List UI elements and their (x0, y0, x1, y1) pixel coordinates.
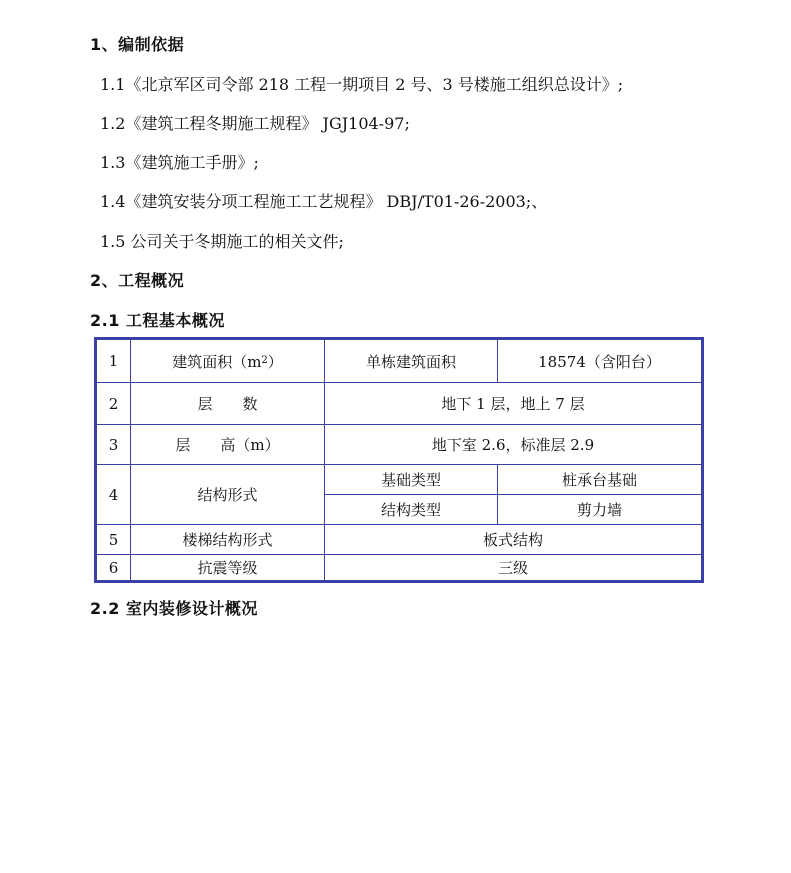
row-6-value: 三级 (497, 559, 528, 577)
basis-item-4: 1.4《建筑安装分项工程施工工艺规程》 DBJ/T01-26-2003;、 (100, 192, 548, 211)
row-3-label: 层 高（m） (175, 436, 280, 454)
row-5-value: 板式结构 (482, 531, 543, 549)
row-4-value-structure: 剪力墙 (576, 501, 622, 519)
row-1-label: 建筑面积（m 2 ） (172, 352, 283, 371)
row-1-value: 18574（含阳台） (538, 352, 661, 371)
row-1-label-tail: ） (267, 352, 283, 371)
section-1-heading: 1、编制依据 (90, 35, 185, 54)
project-overview-table (94, 337, 704, 583)
row-6-label: 抗震等级 (197, 559, 258, 577)
section-2-2-heading: 2.2 室内装修设计概况 (90, 599, 258, 618)
row-1-number: 1 (108, 352, 119, 370)
row-2-label: 层 数 (197, 395, 258, 413)
row-2-number: 2 (108, 394, 119, 413)
basis-item-1: 1.1《北京军区司令部 218 工程一期项目 2 号、3 号楼施工组织总设计》; (100, 75, 624, 94)
section-2-heading: 2、工程概况 (90, 271, 185, 290)
row-3-value: 地下室 2.6，标准层 2.9 (431, 436, 595, 454)
basis-item-3: 1.3《建筑施工手册》; (100, 153, 259, 172)
row-3-number: 3 (108, 435, 119, 454)
row-1-sublabel: 单栋建筑面积 (365, 352, 456, 371)
row-4-sublabel-structure: 结构类型 (380, 501, 441, 519)
row-5-label: 楼梯结构形式 (182, 531, 273, 549)
basis-item-2: 1.2《建筑工程冬期施工规程》 JGJ104-97; (100, 114, 410, 133)
row-5-number: 5 (108, 530, 119, 549)
row-4-sublabel-foundation: 基础类型 (380, 471, 441, 489)
row-4-number: 4 (108, 485, 119, 504)
row-4-label: 结构形式 (197, 486, 258, 504)
row-1-label-text: 建筑面积（m (172, 352, 262, 371)
row-6-number: 6 (108, 558, 119, 577)
row-2-value: 地下 1 层，地上 7 层 (441, 395, 585, 413)
section-2-1-heading: 2.1 工程基本概况 (90, 311, 225, 330)
basis-item-5: 1.5 公司关于冬期施工的相关文件; (100, 232, 344, 251)
row-4-value-foundation: 桩承台基础 (561, 471, 637, 489)
